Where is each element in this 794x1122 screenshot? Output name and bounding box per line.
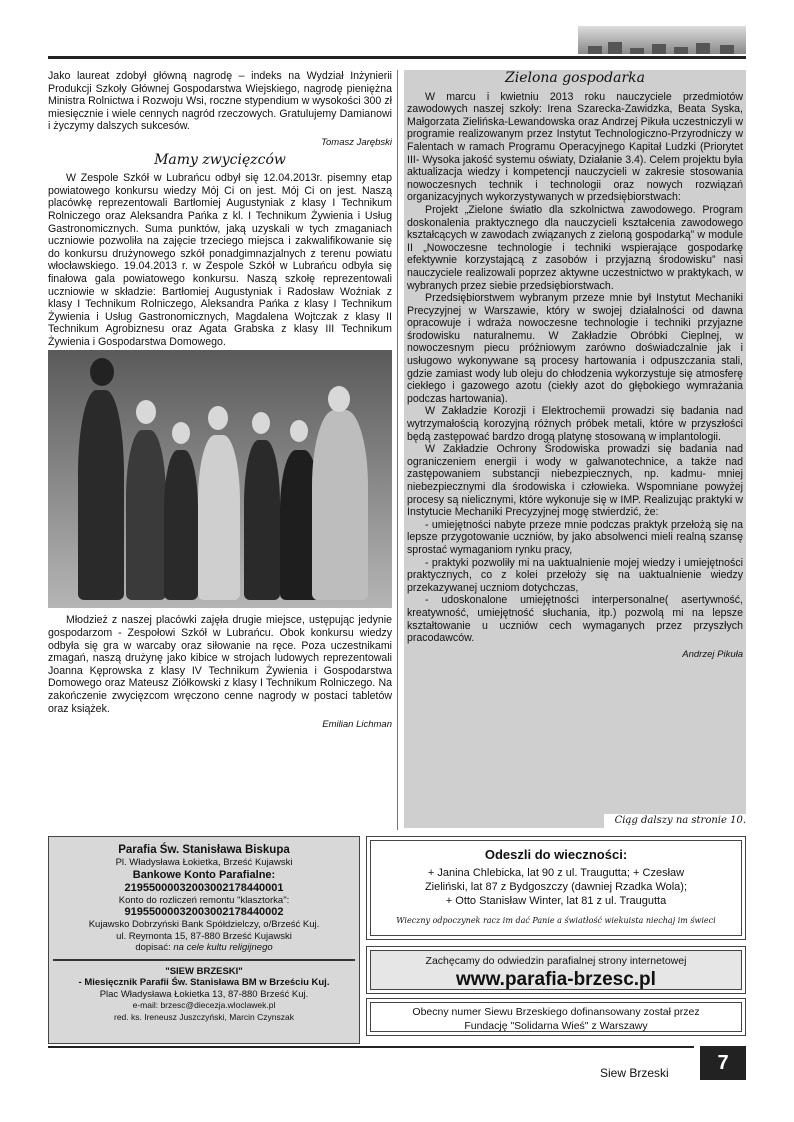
funding-line: Obecny numer Siewu Brzeskiego dofinansowany został przez [412,1006,700,1018]
journal-email: e-mail: brzesc@diecezja.wloclawek.pl [132,1000,276,1010]
box-separator [53,959,355,961]
right-column [404,70,746,828]
article-paragraph: Przedsiębiorstwem wybranym przeze mnie był Instytut Mechaniki Precyzyjnej w Warszawie, który w swojej działalności od dawna opracowuje i wdraża nowoczesne technologie i techniki przyjazne środowisku naturalnemu. W Zakładzie Obróbki Cieplnej, w nowoczesnym piecu próżniowym zarówno doświadczalnie jak i usługowo wykonywane są procesy hartowania i odpuszczania stali, gdzie zamiast wody lub oleju do chłodzenia wykorzystuje się atmosferę ciekłego i gazowego azotu (ciekły azot do głębokiego wymrażania podczas hartowania). [407,292,743,405]
parish-address: Pl. Władysława Łokietka, Brześć Kujawski [115,857,293,868]
obituary-prayer: Wieczny odpoczynek racz im dać Panie a światłość wiekuista niechaj im świeci [396,916,716,925]
bullet-item: - umiejętności nabyte przeze mnie podczas praktyk przełożą się na lepsze przygotowanie uczniów, by jako absolwenci mieli realną szansę sprostać wymaganiom rynku pracy, [407,518,743,556]
group-photo [48,350,392,608]
dopisac-line [53,942,355,954]
obituary-line: + Otto Stanisław Winter, lat 81 z ul. Traugutta [445,895,667,907]
renovation-account: 91955000032003002178440002 [124,906,284,918]
journal-title: "SIEW BRZESKI" [165,965,243,977]
funding-box [366,998,746,1036]
left-column [48,70,392,734]
funding-line: Fundację "Solidarna Wieś" z Warszawy [464,1020,648,1032]
bank-account: 21955000032003002178440001 [124,881,284,894]
article-paragraph: Projekt „Zielone światło dla szkolnictwa zawodowego. Program doskonalenia praktycznego dla nauczycieli kształcenia zawodowego kształcących w zawodach związanych z zieloną gospodarką” w module II „Nowoczesne technologie i techniki wspierające gospodarkę efektywnie korzystającą z zasobów i przyjazną środowisku” nasi nauczyciele realizowali poprzez aktywne uczestnictwo w praktykach, w wybranych przez siebie przedsiębiorstwach. [407,203,743,292]
article-paragraph: W marcu i kwietniu 2013 roku nauczyciele przedmiotów zawodowych naszej szkoły: Irena Szarecka-Zawidzka, Beata Syska, Małgorzata Zielińska-Lewandowska oraz Andrzej Pikuła uczestniczyli w programie realizowanym przez Instytut Technologiczno-Przyrodniczy w Falentach w ramach Programu Operacyjnego Kapitał Ludzki (Priorytet III- Wysoka jakość systemu oświaty, Działanie 3.4). Celem projektu była aktualizacja wiedzy i kompetencji nauczycieli w zakresie stosowania nowoczesnych technik i technologii oraz nowych rozwiązań organizacyjnych wykorzystywanych w przedsiębiorstwach: [407,90,743,204]
publication-name: Siew Brzeski [600,1066,669,1080]
article-signature: Emilian Lichman [322,719,392,731]
obituary-line: + Janina Chlebicka, lat 90 z ul. Traugutta; + Czesław [427,867,685,879]
parish-name: Parafia Św. Stanisława Biskupa [118,844,290,856]
article-paragraph: W Zakładzie Ochrony Środowiska prowadzi się badania nad ograniczeniem energii i wody w galwanotechnice, a także nad zastępowaniem substancji niebezpiecznych, np. kadmu- mniej niebezpiecznymi dla środowiska i człowieka. Wspomniane powyżej procesy są nielicznymi, które wykonuje się w IMP. Realizując praktyki w Instytucie Mechaniki Precyzyjnej mogę stwierdzić, że: [407,443,743,519]
bank-address: ul. Reymonta 15, 87-880 Brześć Kujawski [116,930,292,942]
journal-editor: red. ks. Ireneusz Juszczyński, Marcin Czynszak [114,1011,294,1022]
journal-address: Plac Władysława Łokietka 13, 87-880 Brześć Kuj. [99,988,309,1000]
dopisac-label: dopisać: [135,942,171,953]
bullet-item: - praktyki pozwoliły mi na uaktualnienie mojej wiedzy i umiejętności praktycznych, co z kolei przełoży się na uaktualnienie wiedzy przekazywanej uczniom dotychczas, [407,556,743,594]
renovation-label: Konto do rozliczeń remontu "klasztorka": [118,894,290,906]
dopisac-value: na cele kultu religijnego [173,942,273,953]
website-url[interactable]: www.parafia-brzesc.pl [456,969,656,990]
obituary-title: Odeszli do wieczności: [484,847,628,862]
continued-note: Ciąg dalszy na stronie 10. [604,814,746,828]
parish-info-box [48,836,360,1044]
bullet-item: - udoskonalone umiejętności interpersonalne( asertywność, kreatywność, umiejętność słuchania, itp.) pozwolą mi na lepsze kształtowanie u uczniów cech wymaganych przez przyszłych pracodawców. [407,594,743,645]
obituary-line: Zieliński, lat 87 z Bydgoszczy (dawniej Rzadka Wola); [424,881,688,893]
bank-label: Bankowe Konto Parafialne: [132,868,276,881]
article-title: Mamy zwycięzców [154,151,286,168]
intro-signature: Tomasz Jarębski [321,136,392,148]
green-economy-title: Zielona gospodarka [504,70,645,86]
website-box [366,946,746,994]
journal-subtitle: - Miesięcznik Parafii Św. Stanisława BM w Brześciu Kuj. [78,977,330,988]
intro-paragraph: Jako laureat zdobył główną nagrodę – indeks na Wydział Inżynierii Produkcji Szkoły Głównej Gospodarstwa Wiejskiego, nagrodę pieniężna Ministra Rolnictwa i Rozwoju Wsi, roczne stypendium w wysokości 300 zł miesięcznie i wiele cennych nagród rzeczowych. Gratulujemy Damianowi i życzymy dalszych sukcesów. [48,70,392,133]
header-rule [48,56,746,59]
article-paragraph: W Zakładzie Korozji i Elektrochemii prowadzi się badania nad wytrzymałością korozyjną różnych próbek metali, które w przyszłości będą zastępować bardzo drogą platynę stosowaną w implantologii. [407,405,743,443]
article-paragraph: Młodzież z naszej placówki zajęła drugie miejsce, ustępując jedynie gospodarzom - Zespołowi Szkół w Lubrańcu. Obok konkursu wiedzy odbyła się gra w warcaby oraz siłowanie na ręce. Poza uczestnikami zmagań, naszą drużynę jako kibice w strojach ludowych reprezentowali Joanna Kęprowska z klasy IV Technikum Żywienia i Gospodarstwa Domowego oraz Mateusz Ziółkowski z klasy I Technikum Rolniczego. Na zakończenie zwycięzcom wręczono cenne nagrody w postaci tabletów oraz książek. [48,614,392,715]
right-signature: Andrzej Pikuła [682,648,743,660]
website-invite: Zachęcamy do odwiedzin parafialnej strony internetowej [425,955,687,967]
page-number: 7 [700,1046,746,1080]
header-photo [578,26,746,54]
obituary-box [366,836,746,940]
bank-name: Kujawsko Dobrzyński Bank Spółdzielczy, o/Brześć Kuj. [88,919,320,930]
footer-rule [48,1046,694,1048]
article-paragraph: W Zespole Szkół w Lubrańcu odbył się 12.04.2013r. pisemny etap powiatowego konkursu wiedzy Mój Ci on jest. Mój Ci on jest. Naszą placówkę reprezentowali Bartłomiej Augustyniak z klasy I Technikum Rolniczego oraz Aleksandra Pańka z kl. I Technikum Żywienia i Usług Gastronomicznych. Suma punktów, jaką uzyskali w tych zmaganiach uczniowie pozwoliła na zajęcie trzeciego miejsca i zakwalifikowanie się do konkursu drużynowego szkół ponadgimnazjalnych z terenu powiatu włocławskiego. 19.04.2013 r. w Zespole Szkół w Lubrańcu odbyła się finałowa gala powiatowego konkursu. Naszą szkołę reprezentowali uczniowie w składzie: Bartłomiej Augustyniak i Radosław Woźniak z klasy I Technikum Rolniczego, Aleksandra Pańka z klasy I Technikum Żywienia i Usług Gastronomicznych, Magdalena Wojtczak z klasy II Technikum Agrobiznesu oraz Agata Grabska z klasy III Technikum Żywienia i Gospodarstwa Domowego. [48,172,392,348]
column-divider [397,70,398,830]
